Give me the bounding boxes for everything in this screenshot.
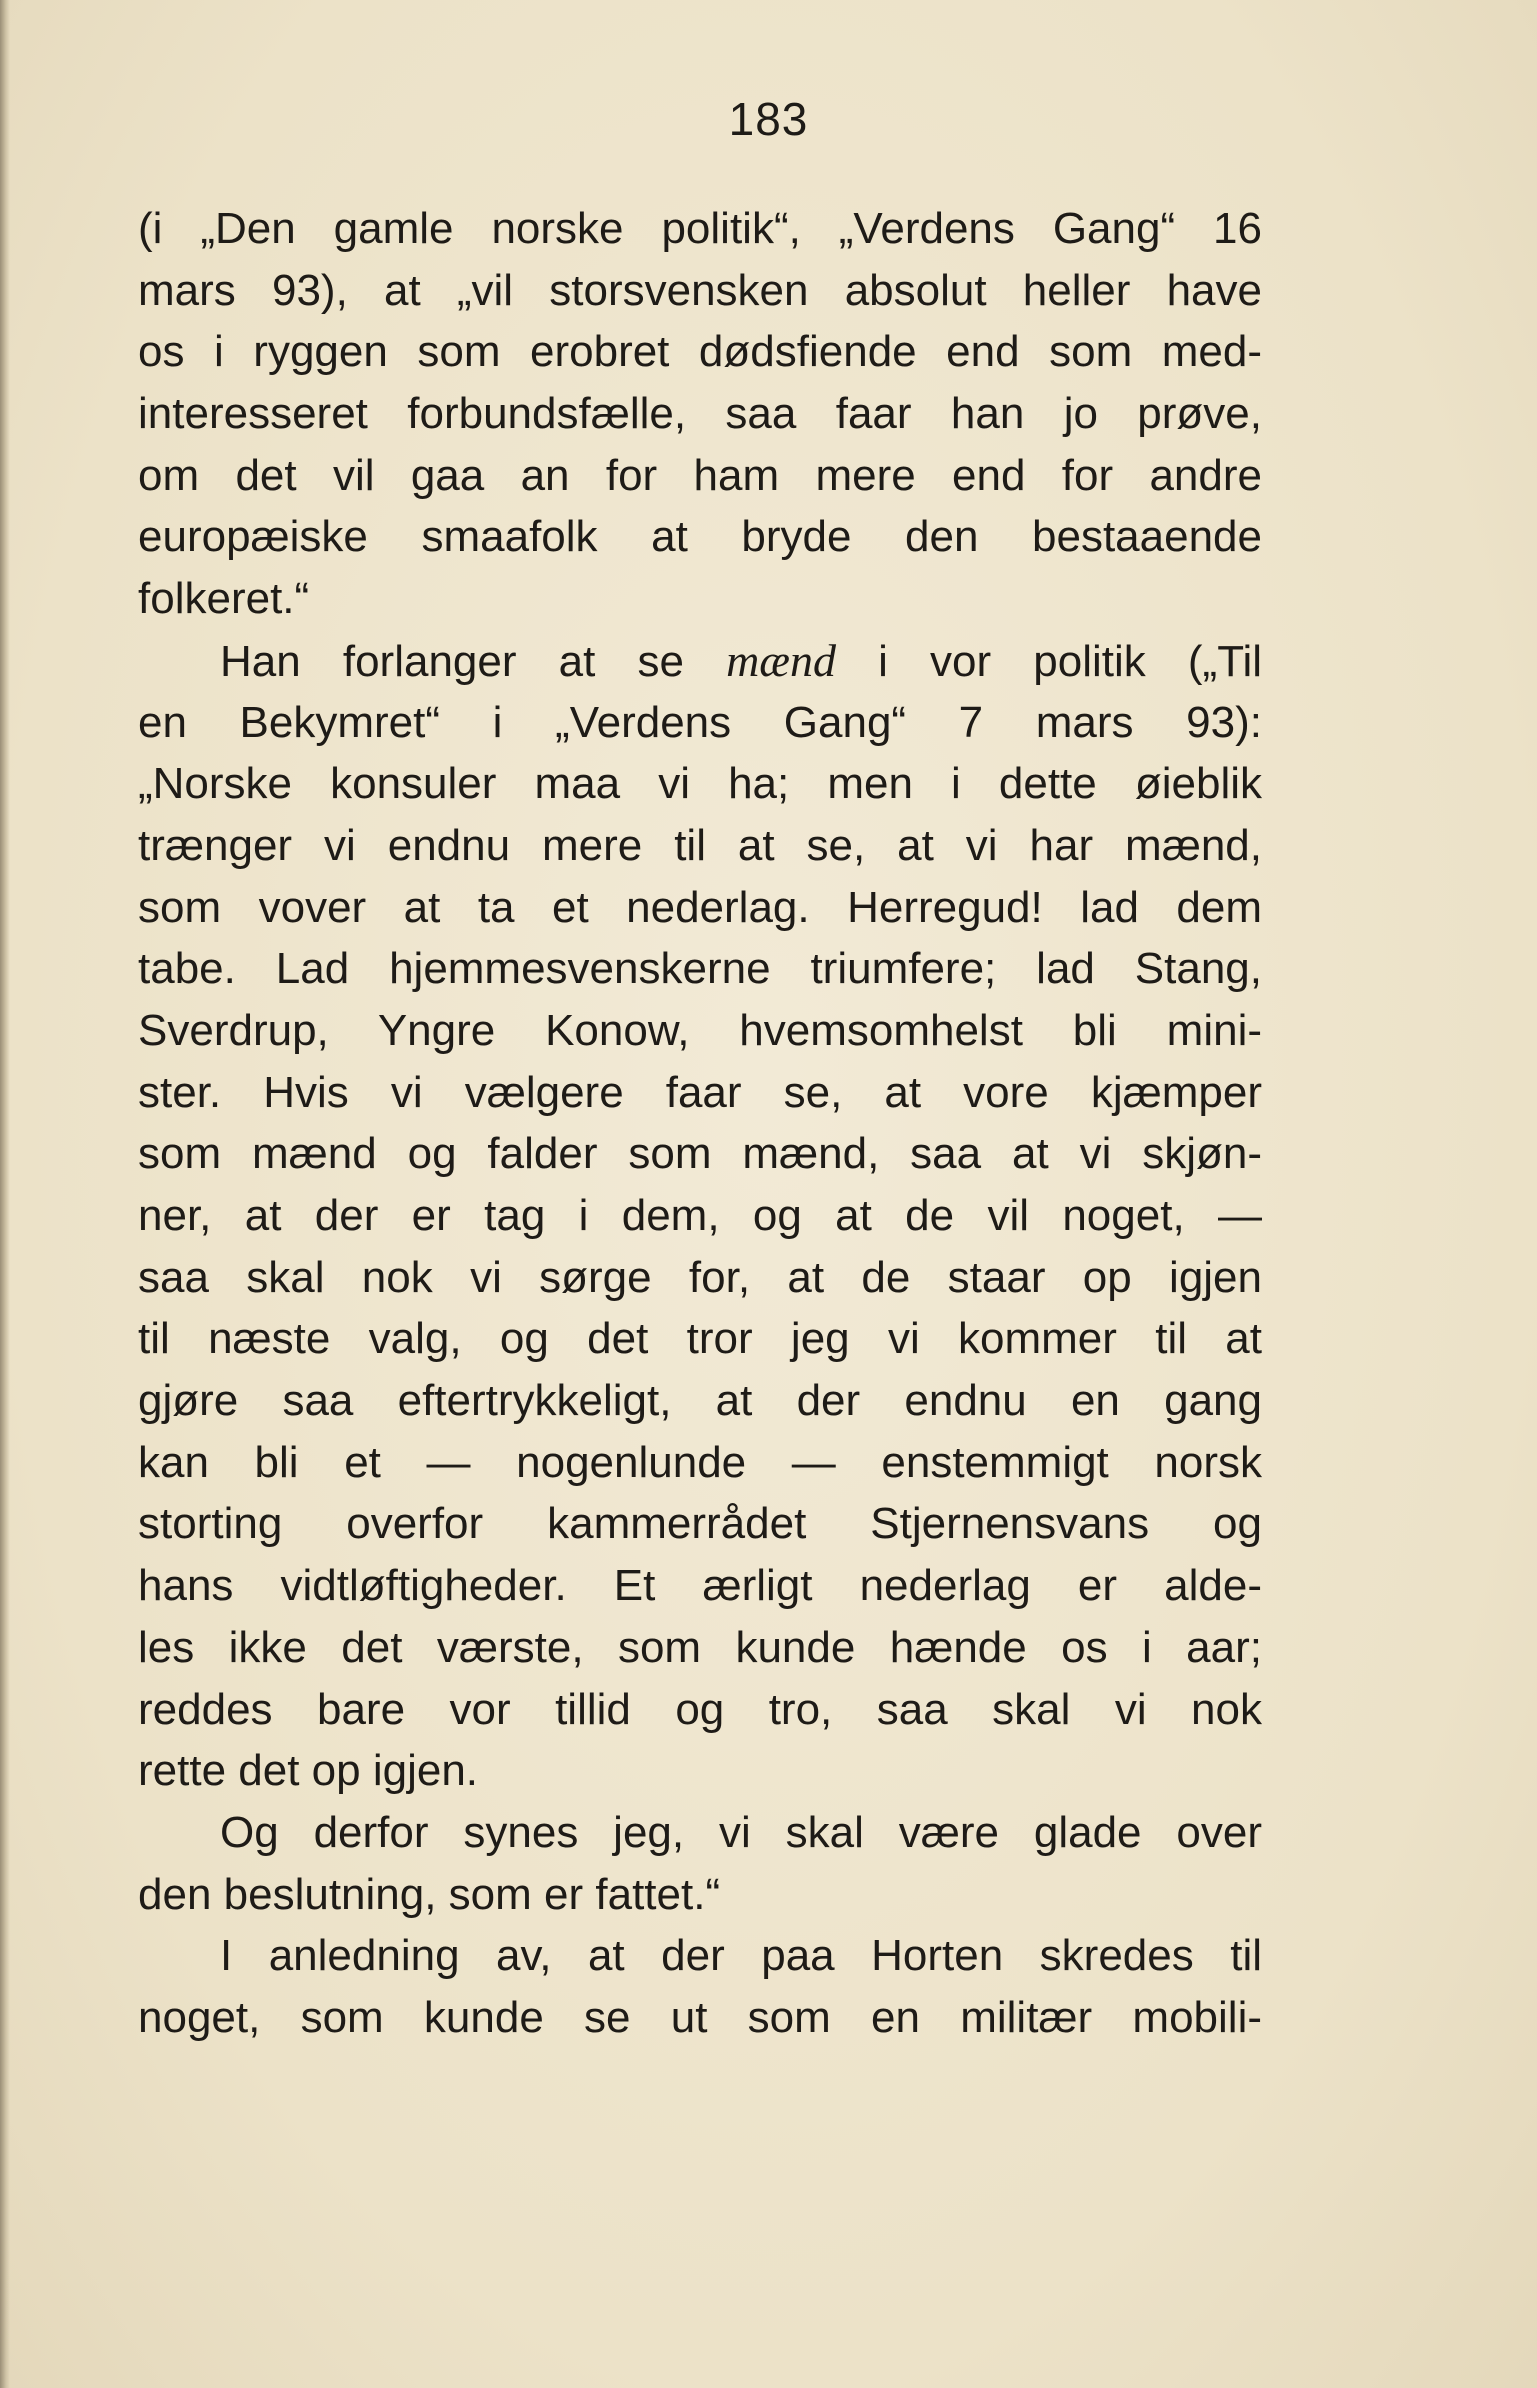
text-line: [138, 815, 1262, 877]
text-segment: om det vil gaa an for ham mere end for andre: [138, 450, 1262, 500]
text-line: [138, 1493, 1262, 1555]
text-segment: tabe. Lad hjemmesvenskerne triumfere; lad Stang,: [138, 944, 1262, 994]
text-segment: den beslutning, som er fattet.“: [138, 1869, 721, 1919]
text-line: [138, 1987, 1262, 2049]
text-line: [138, 692, 1262, 754]
text-line: [138, 1740, 1262, 1802]
text-line: [138, 383, 1262, 445]
text-segment: som mænd og falder som mænd, saa at vi skjøn-: [138, 1129, 1262, 1179]
text-segment: les ikke det værste, som kunde hænde os i aar;: [138, 1622, 1262, 1672]
text-segment: „Norske konsuler maa vi ha; men i dette øieblik: [138, 759, 1262, 809]
text-segment: Og derfor synes jeg, vi skal være glade over: [220, 1807, 1262, 1857]
text-segment: en Bekymret“ i „Verdens Gang“ 7 mars 93):: [138, 697, 1262, 747]
text-line: [138, 1247, 1262, 1309]
text-segment: folkeret.“: [138, 574, 310, 624]
text-segment: ner, at der er tag i dem, og at de vil noget, —: [138, 1191, 1262, 1240]
text-line: [138, 1432, 1262, 1494]
text-line: [138, 1308, 1262, 1370]
text-segment: som vover at ta et nederlag. Herregud! lad dem: [138, 882, 1262, 932]
page-binding-edge: [0, 0, 10, 2388]
text-line: [138, 1555, 1262, 1617]
text-segment: interesseret forbundsfælle, saa faar han jo prøve,: [138, 389, 1262, 439]
text-segment: mars 93), at „vil storsvensken absolut heller have: [138, 265, 1262, 315]
text-segment: i vor politik („Til: [835, 636, 1262, 686]
text-segment: os i ryggen som erobret dødsfiende end som med-: [138, 327, 1262, 377]
text-segment: trænger vi endnu mere til at se, at vi har mænd,: [138, 820, 1262, 870]
text-line: [138, 1185, 1262, 1247]
text-segment: Han forlanger at se: [220, 636, 727, 686]
text-line: [138, 1617, 1262, 1679]
text-line: [138, 506, 1262, 568]
text-line: [138, 630, 1262, 692]
text-segment: til næste valg, og det tror jeg vi kommer til at: [138, 1314, 1262, 1364]
text-segment: noget, som kunde se ut som en militær mobili-: [138, 1992, 1262, 2042]
body-text: [138, 198, 1262, 2049]
text-segment: storting overfor kammerrådet Stjernensvans og: [138, 1499, 1262, 1549]
text-line: [138, 1062, 1262, 1124]
text-line: [138, 938, 1262, 1000]
text-line: [138, 1864, 1262, 1926]
text-segment: Sverdrup, Yngre Konow, hvemsomhelst bli mini-: [138, 1005, 1262, 1055]
text-segment: kan bli et — nogenlunde — enstemmigt norsk: [138, 1437, 1262, 1487]
text-line: [138, 1370, 1262, 1432]
text-segment: saa skal nok vi sørge for, at de staar op igjen: [138, 1252, 1262, 1302]
text-line: [138, 1000, 1262, 1062]
text-segment: rette det op igjen.: [138, 1746, 479, 1796]
text-segment: I anledning av, at der paa Horten skredes til: [220, 1931, 1262, 1981]
text-line: [138, 1123, 1262, 1185]
text-segment: (i „Den gamle norske politik“, „Verdens Gang“ 16: [138, 204, 1262, 253]
text-segment: gjøre saa eftertrykkeligt, at der endnu en gang: [138, 1376, 1262, 1426]
text-segment: reddes bare vor tillid og tro, saa skal vi nok: [138, 1684, 1262, 1734]
text-line: [138, 1679, 1262, 1741]
page-number: 183: [728, 93, 809, 145]
text-line: [138, 1802, 1262, 1864]
text-line: [138, 877, 1262, 939]
text-line: [138, 321, 1262, 383]
text-line: [138, 260, 1262, 322]
text-segment: hans vidtløftigheder. Et ærligt nederlag er alde-: [138, 1561, 1262, 1611]
text-segment: europæiske smaafolk at bryde den bestaaende: [138, 512, 1262, 562]
text-line: [138, 568, 1262, 630]
text-segment: ster. Hvis vi vælgere faar se, at vore kjæmper: [138, 1067, 1262, 1117]
emphasized-word: mænd: [726, 634, 836, 686]
text-line: [138, 445, 1262, 507]
text-line: [138, 753, 1262, 815]
text-line: [138, 1925, 1262, 1987]
text-line: [138, 198, 1262, 260]
